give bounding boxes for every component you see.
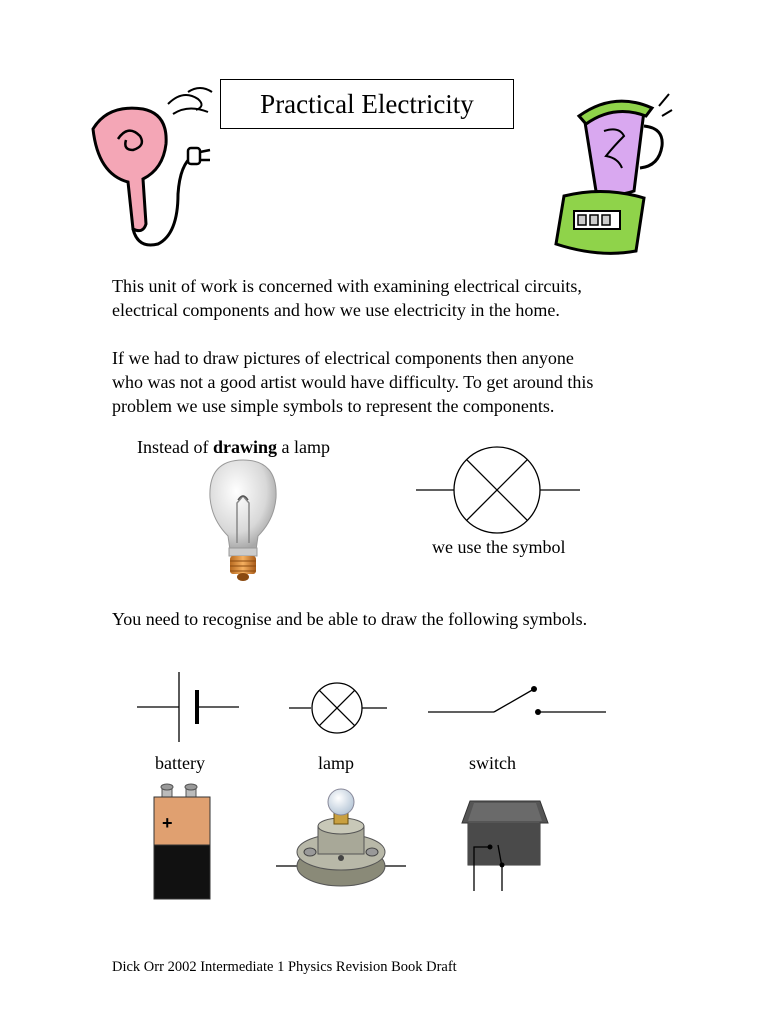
footer-text: Dick Orr 2002 Intermediate 1 Physics Revision Book Draft <box>112 959 457 975</box>
intro-line-1: This unit of work is concerned with examining electrical circuits, <box>112 276 582 296</box>
battery-label: battery <box>155 753 205 773</box>
page-title: Practical Electricity <box>220 79 514 129</box>
battery-plus-sign: + <box>162 813 173 833</box>
intro-line-2: electrical components and how we use electricity in the home. <box>112 300 560 320</box>
battery-picture <box>152 783 212 901</box>
lamp-holder-picture <box>276 786 406 890</box>
light-bulb-icon <box>206 458 280 583</box>
drawing-line-2: who was not a good artist would have difficulty. To get around this <box>112 372 594 392</box>
lamp-example-caption: Instead of drawing a lamp <box>137 437 330 457</box>
symbols-intro: You need to recognise and be able to draw the following symbols. <box>112 609 588 629</box>
switch-symbol <box>428 682 606 718</box>
switch-label: switch <box>469 753 516 773</box>
lamp-symbol-small <box>289 682 387 734</box>
battery-symbol <box>137 672 239 742</box>
rocker-switch-picture <box>460 795 550 893</box>
lamp-label: lamp <box>318 753 354 773</box>
drawing-line-3: problem we use simple symbols to represent the components. <box>112 396 555 416</box>
hairdryer-icon <box>88 84 218 249</box>
drawing-line-1: If we had to draw pictures of electrical components then anyone <box>112 348 574 368</box>
symbol-caption: we use the symbol <box>432 537 566 557</box>
blender-icon <box>544 86 674 261</box>
lamp-symbol-large <box>416 446 580 534</box>
